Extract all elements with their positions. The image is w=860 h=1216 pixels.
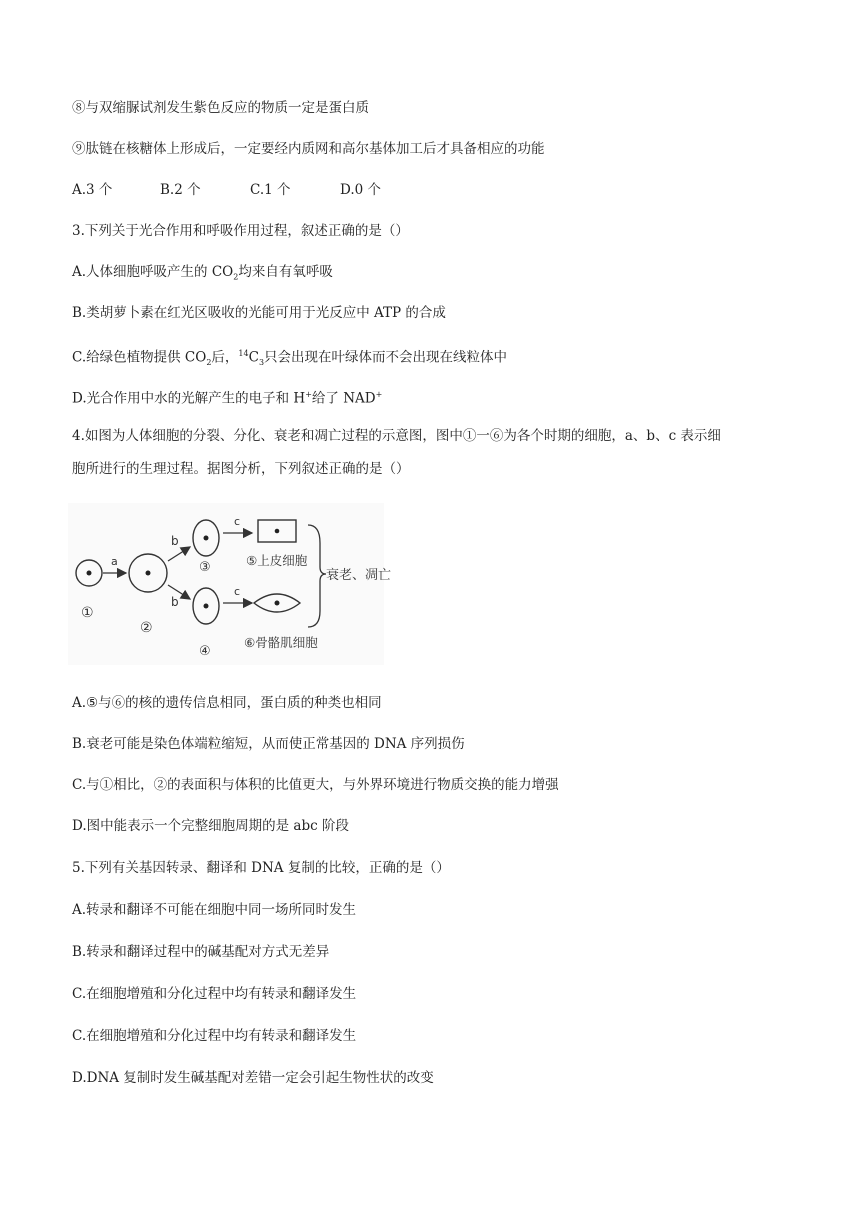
cell-4 [193,588,219,624]
label-n2: ② [140,620,153,636]
cell-diagram [68,503,392,665]
q5-option-d: D.DNA 复制时发生碱基配对差错一定会引起生物性状的改变 [72,1070,434,1086]
q4-option-a: A.⑤与⑥的核的遗传信息相同，蛋白质的种类也相同 [72,695,382,711]
label-c-upper: c [234,515,241,528]
q4-option-c: C.与①相比，②的表面积与体积的比值更大，与外界环境进行物质交换的能力增强 [72,777,559,793]
q3-option-c: C.给绿色植物提供 $CO_2$后，$^{14}C_3$只会出现在叶绿体而不会出现在线粒体中 [72,349,508,368]
q3-option-d: D.光合作用中水的光解产生的电子和 H+给了 NAD+ [72,390,383,407]
q4-option-b: B.衰老可能是染色体端粒缩短，从而使正常基因的 DNA 序列损伤 [72,736,465,752]
q5-option-c-repeat: C.在细胞增殖和分化过程中均有转录和翻译发生 [72,1028,357,1044]
label-n3: ③ [199,560,211,575]
cell5-label: ⑤上皮细胞 [246,553,308,568]
q3-option-a: A.人体细胞呼吸产生的 $CO_2$均来自有氧呼吸 [72,264,333,282]
q2-options [72,180,381,200]
q3-option-b: B.类胡萝卜素在红光区吸收的光能可用于光反应中 ATP 的合成 [72,305,446,321]
cell-2 [129,554,167,592]
q5-option-b: B.转录和翻译过程中的碱基配对方式无差异 [72,944,330,960]
cell6-label: ⑥骨骼肌细胞 [244,635,318,650]
q4-stem-line2: 胞所进行的生理过程。据图分析，下列叙述正确的是（） [72,461,410,477]
label-c-lower: c [234,585,241,598]
q5-option-a: A.转录和翻译不可能在细胞中同一场所同时发生 [72,902,357,918]
q2-option-d: D.0 个 [340,182,382,198]
q4-stem-line1: 4.如图为人体细胞的分裂、分化、衰老和凋亡过程的示意图，图中①一⑥为各个时期的细胞，a、b、c 表示细 [72,428,721,444]
line-item-8: ⑧与双缩脲试剂发生紫色反应的物质一定是蛋白质 [72,100,369,116]
cell-3 [193,520,219,556]
q5-option-c: C.在细胞增殖和分化过程中均有转录和翻译发生 [72,986,357,1002]
cell-5 [258,520,296,542]
cell-6 [254,594,300,612]
label-b-upper: b [171,534,179,548]
label-a: a [111,555,118,568]
label-b-lower: b [171,595,179,609]
label-n4: ④ [199,644,211,659]
q2-option-c: C.1 个 [250,182,291,198]
q4-option-d: D.图中能表示一个完整细胞周期的是 abc 阶段 [72,818,349,834]
q5-stem: 5.下列有关基因转录、翻译和 DNA 复制的比较，正确的是（） [72,860,450,876]
fate-label: 衰老、凋亡 [326,568,392,583]
q3-stem: 3.下列关于光合作用和呼吸作用过程，叙述正确的是（） [72,223,409,239]
q2-option-b: B.2 个 [160,182,201,198]
bracket [308,525,326,627]
q2-option-a: A.3 个 [72,182,113,198]
label-n1: ① [81,605,94,621]
cell-1 [76,560,102,586]
line-item-9: ⑨肽链在核糖体上形成后，一定要经内质网和高尔基体加工后才具备相应的功能 [72,141,545,157]
